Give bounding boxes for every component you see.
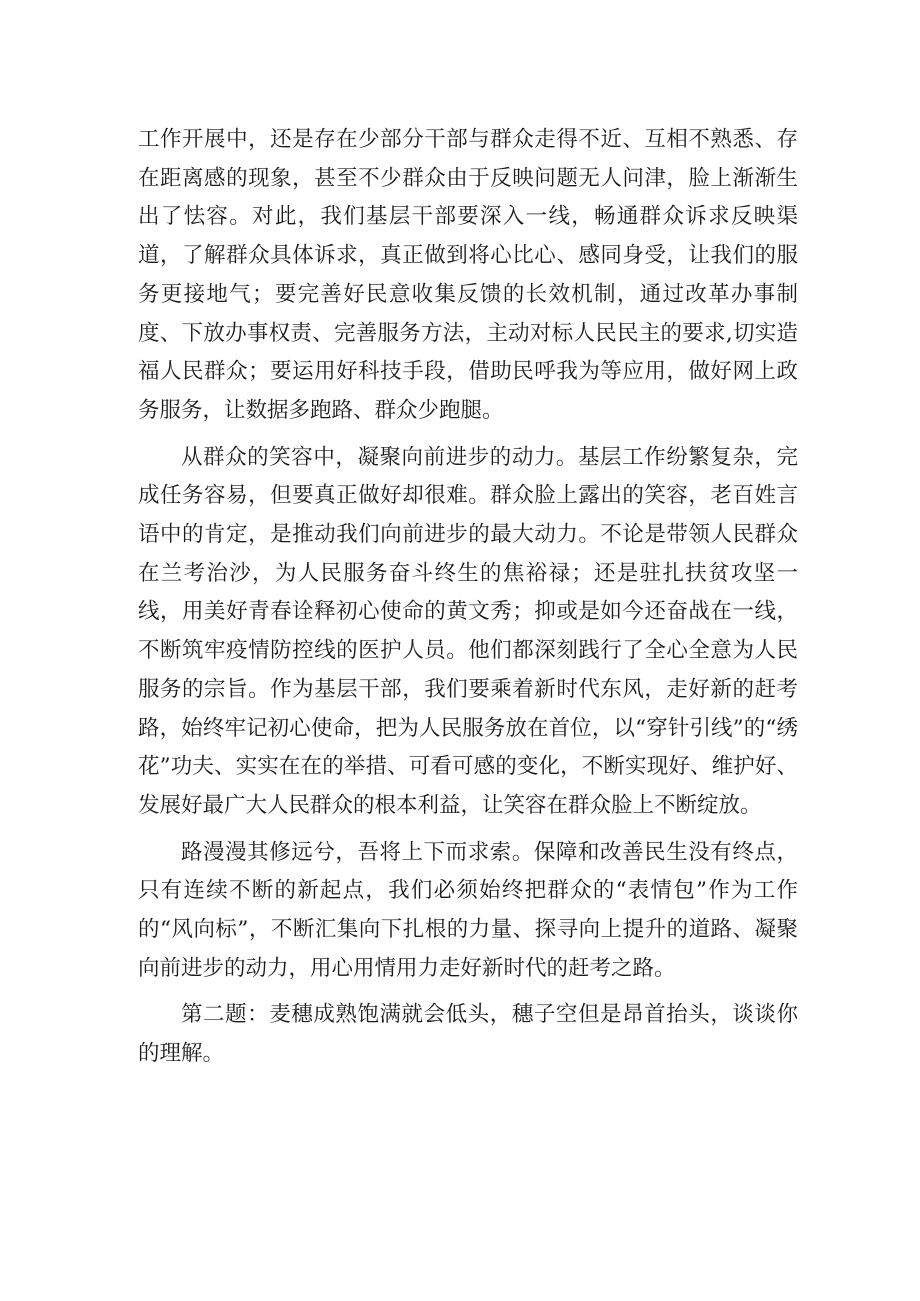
paragraph-question-two: 第二题：麦穗成熟饱满就会低头，穗子空但是昂首抬头，谈谈你的理解。	[138, 1002, 798, 1067]
document-body	[138, 121, 798, 1082]
paragraph-continued: 工作开展中，还是存在少部分干部与群众走得不近、互相不熟悉、存在距离感的现象，甚至不少群众由于反映问题无人问津，脸上渐渐生出了怯容。对此，我们基层干部要深入一线，畅通群众诉求反映渠道，了解群众具体诉求，真正做到将心比心、感同身受，让我们的服务更接地气；要完善好民意收集反馈的长效机制，通过改革办事制度、下放办事权责、完善服务方法，主动对标人民民主的要求,切实造福人民群众；要运用好科技手段，借助民呼我为等应用，做好网上政务服务，让数据多跑路、群众少跑腿。	[138, 127, 798, 423]
paragraph-conclusion: 路漫漫其修远兮，吾将上下而求索。保障和改善民生没有终点，只有连续不断的新起点，我们必须始终把群众的“表情包”作为工作的“风向标”，不断汇集向下扎根的力量、探寻向上提升的道路、凝聚向前进步的动力，用心用情用力走好新时代的赶考之路。	[138, 839, 798, 981]
paragraph-smiles: 从群众的笑容中，凝聚向前进步的动力。基层工作纷繁复杂，完成任务容易，但要真正做好却很难。群众脸上露出的笑容，老百姓言语中的肯定，是推动我们向前进步的最大动力。不论是带领人民群众在兰考治沙，为人民服务奋斗终生的焦裕禄；还是驻扎扶贫攻坚一线，用美好青春诠释初心使命的黄文秀；抑或是如今还奋战在一线，不断筑牢疫情防控线的医护人员。他们都深刻践行了全心全意为人民服务的宗旨。作为基层干部，我们要乘着新时代东风，走好新的赶考路，始终牢记初心使命，把为人民服务放在首位，以“穿针引线”的“绣花”功夫、实实在在的举措、可看可感的变化，不断实现好、维护好、发展好最广大人民群众的根本利益，让笑容在群众脸上不断绽放。	[138, 444, 798, 818]
